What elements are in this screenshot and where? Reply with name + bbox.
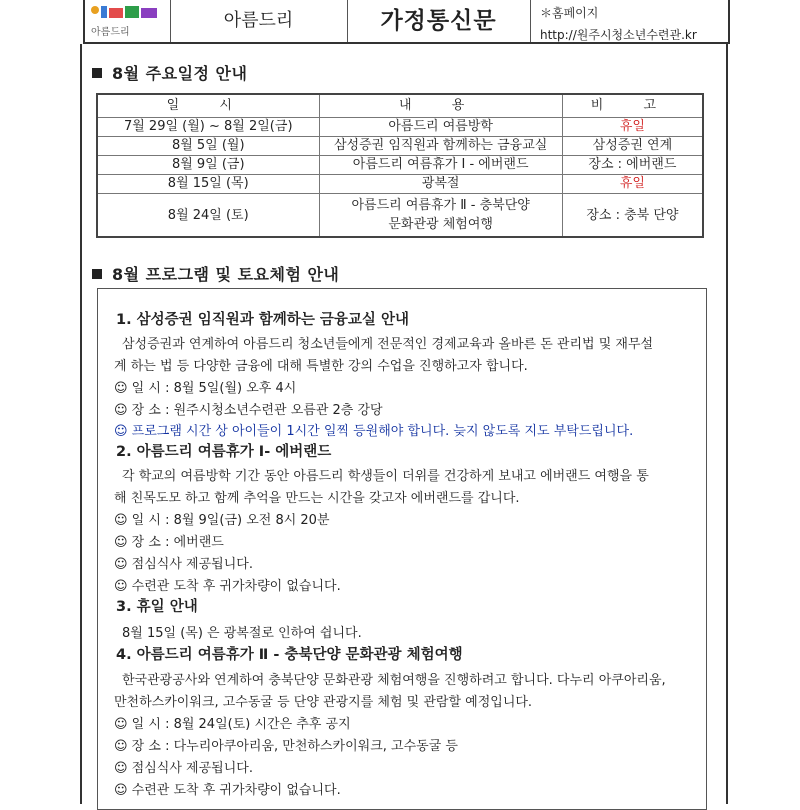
program-bullet: ☺ 수련관 도착 후 귀가차량이 없습니다. <box>114 579 341 594</box>
row-note: 휴일 <box>562 175 703 194</box>
section-title-schedule <box>92 61 247 84</box>
row-content-line2: 문화관광 체험여행 <box>388 217 493 232</box>
table-row <box>97 137 703 156</box>
program-bullet: ☺ 장 소 : 원주시청소년수련관 오름관 2층 강당 <box>114 403 383 418</box>
title-cell <box>347 0 531 42</box>
program-heading: 3. 휴일 안내 <box>116 599 198 615</box>
row-note: 장소 : 에버랜드 <box>562 156 703 175</box>
row-date: 8월 5일 (월) <box>97 137 319 156</box>
logo-cell <box>85 0 171 42</box>
program-text: 각 학교의 여름방학 기간 동안 아름드리 학생들이 더위를 건강하게 보내고 에버랜드 여행을 통 <box>122 469 649 484</box>
square-bullet-icon <box>92 269 102 279</box>
row-note: 삼성증권 연계 <box>562 137 703 156</box>
program-heading: 4. 아름드리 여름휴가 Ⅱ - 충북단양 문화관광 체험여행 <box>116 647 463 663</box>
header-content: 내 용 <box>319 94 562 118</box>
section-title-text: 8월 프로그램 및 토요체험 안내 <box>112 265 340 284</box>
program-bullet: ☺ 일 시 : 8월 24일(토) 시간은 추후 공지 <box>114 717 351 732</box>
program-text: 해 친목도모 하고 함께 추억을 만드는 시간을 갖고자 에버랜드를 갑니다. <box>114 491 520 506</box>
program-bullet: ☺ 장 소 : 에버랜드 <box>114 535 224 550</box>
program-text: 8월 15일 (목) 은 광복절로 인하여 쉽니다. <box>122 626 362 641</box>
program-text: 한국관광공사와 연계하여 충북단양 문화관광 체험여행을 진행하려고 합니다. 다누리 아쿠아리움, <box>122 673 666 688</box>
program-text: 계 하는 법 등 다양한 금융에 대해 특별한 강의 수업을 진행하고자 합니다. <box>114 359 528 374</box>
row-content: 광복절 <box>319 175 562 194</box>
row-content <box>319 194 562 238</box>
homepage-label: ＊홈페이지 <box>540 6 599 20</box>
program-bullet: ☺ 점심식사 제공됩니다. <box>114 557 253 572</box>
row-content: 삼성증권 임직원과 함께하는 금융교실 <box>319 137 562 156</box>
table-row <box>97 175 703 194</box>
table-row <box>97 156 703 175</box>
table-row <box>97 118 703 137</box>
homepage-url[interactable]: http://원주시청소년수련관.kr <box>540 28 697 42</box>
row-content: 아름드리 여름휴가 Ⅰ - 에버랜드 <box>319 156 562 175</box>
row-content: 아름드리 여름방학 <box>319 118 562 137</box>
section-title-program <box>92 262 339 285</box>
row-date: 8월 24일 (토) <box>97 194 319 238</box>
section-title-text: 8월 주요일정 안내 <box>112 64 248 83</box>
square-bullet-icon <box>92 68 102 78</box>
logo <box>87 0 167 22</box>
row-date: 8월 15일 (목) <box>97 175 319 194</box>
org-name: 아름드리 <box>223 10 294 31</box>
program-notice: ☺ 프로그램 시간 상 아이들이 1시간 일찍 등원해야 합니다. 늦지 않도록 지도 부탁드립니다. <box>114 424 634 439</box>
row-content-line1: 아름드리 여름휴가 Ⅱ - 충북단양 <box>351 198 530 213</box>
doc-title: 가정통신문 <box>380 8 497 34</box>
schedule-table <box>96 93 704 238</box>
row-date: 7월 29일 (월) ~ 8월 2일(금) <box>97 118 319 137</box>
header-date: 일 시 <box>97 94 319 118</box>
program-bullet: ☺ 장 소 : 다누리아쿠아리움, 만천하스카이워크, 고수동굴 등 <box>114 739 458 754</box>
header-note: 비 고 <box>562 94 703 118</box>
row-note: 휴일 <box>562 118 703 137</box>
row-note: 장소 : 충북 단양 <box>562 194 703 238</box>
table-header-row <box>97 94 703 118</box>
program-heading: 2. 아름드리 여름휴가 Ⅰ- 에버랜드 <box>116 444 332 460</box>
program-bullet: ☺ 점심식사 제공됩니다. <box>114 761 253 776</box>
program-bullet: ☺ 일 시 : 8월 5일(월) 오후 4시 <box>114 381 297 396</box>
logo-text: 아름드리 <box>91 27 130 38</box>
row-date: 8월 9일 (금) <box>97 156 319 175</box>
org-name-cell <box>170 0 348 42</box>
homepage-cell <box>530 0 728 42</box>
program-bullet: ☺ 수련관 도착 후 귀가차량이 없습니다. <box>114 783 341 798</box>
table-row <box>97 194 703 238</box>
program-heading: 1. 삼성증권 임직원과 함께하는 금융교실 안내 <box>116 312 409 328</box>
program-bullet: ☺ 일 시 : 8월 9일(금) 오전 8시 20분 <box>114 513 330 528</box>
program-text: 만천하스카이워크, 고수동굴 등 단양 관광지를 체험 및 관람할 예정입니다. <box>114 695 533 710</box>
header <box>83 0 730 44</box>
program-text: 삼성증권과 연계하여 아름드리 청소년들에게 전문적인 경제교육과 올바른 돈 관리법 및 재무설 <box>122 337 654 352</box>
program-box <box>97 288 707 810</box>
